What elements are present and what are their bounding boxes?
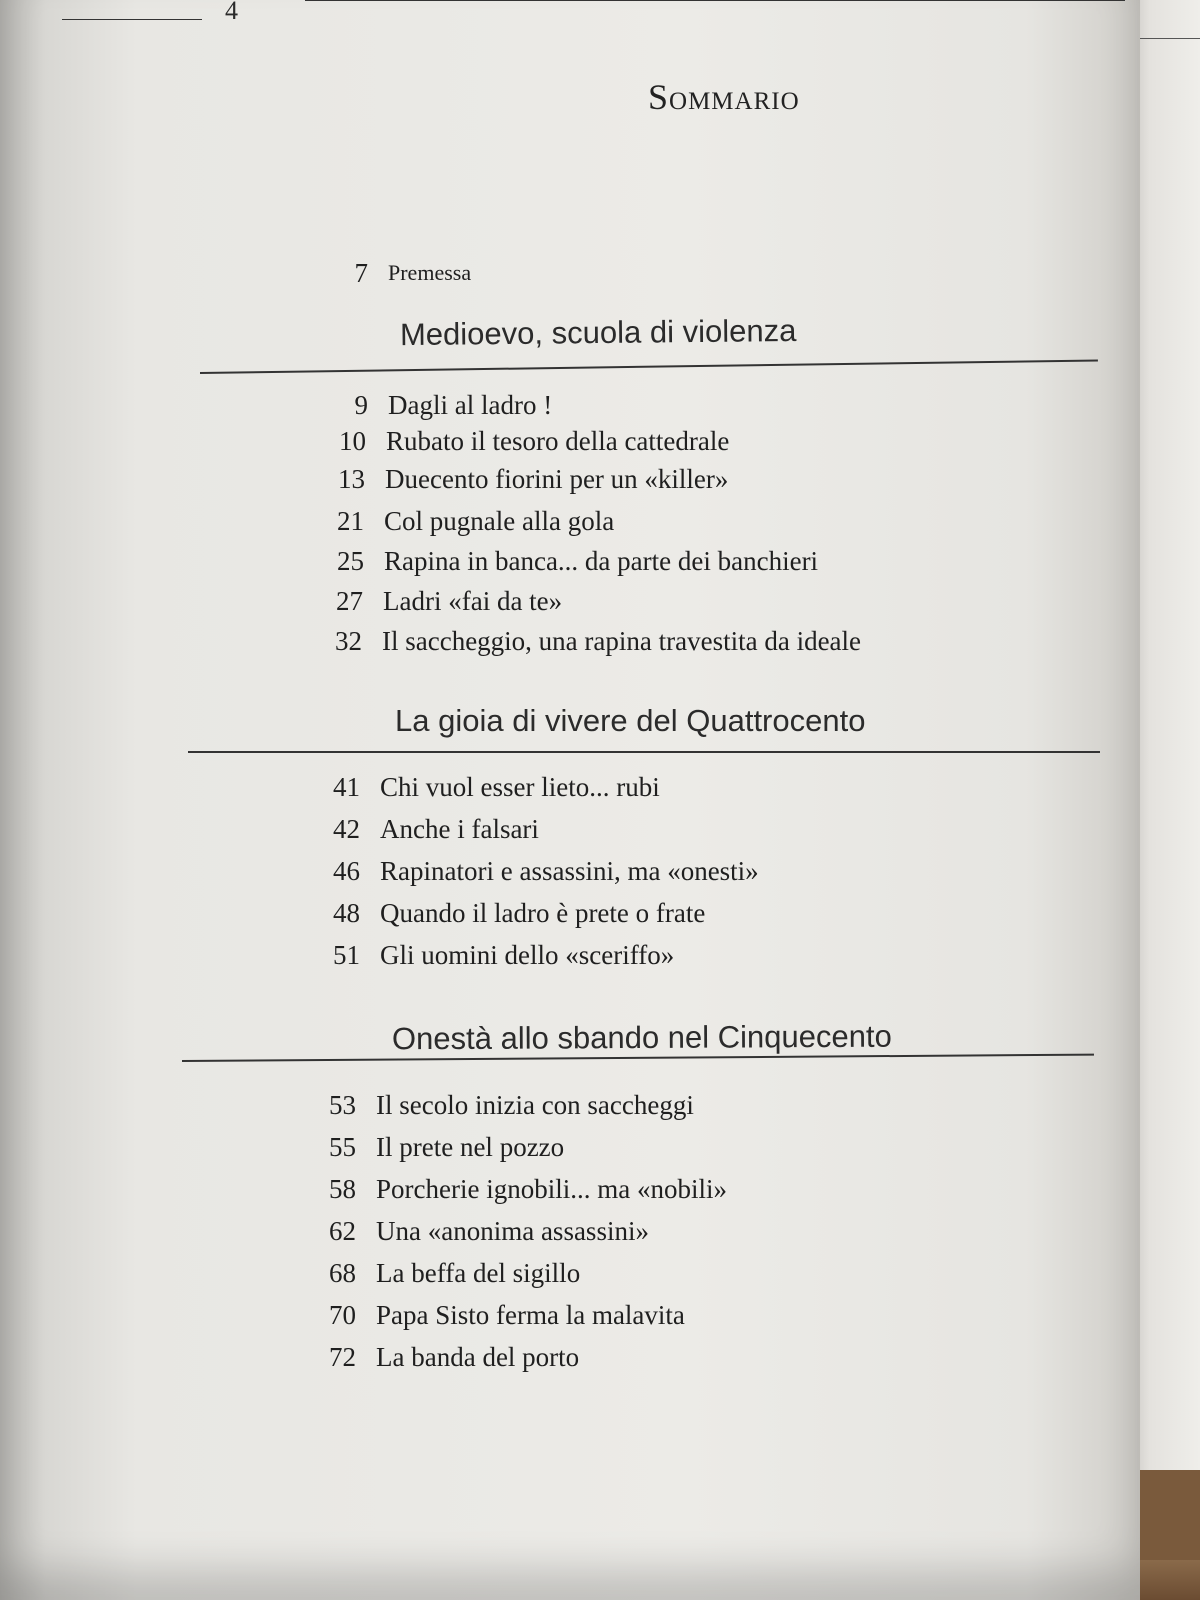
toc-entry-label: Quando il ladro è prete o frate [380, 898, 706, 928]
toc-page-number: 41 [333, 772, 360, 802]
toc-page-number: 48 [333, 898, 360, 928]
toc-entry-label: Rapinatori e assassini, ma «onesti» [380, 856, 759, 886]
toc-entry-label: Porcherie ignobili... ma «nobili» [376, 1174, 727, 1204]
header-rule [1140, 38, 1200, 39]
section-title: La gioia di vivere del Quattrocento [395, 703, 866, 738]
toc-page-number: 46 [333, 856, 360, 886]
toc-entry-label: Il saccheggio, una rapina travestita da ideale [382, 626, 862, 656]
toc-page-number: 58 [329, 1174, 356, 1204]
toc-page-number: 70 [329, 1300, 356, 1330]
toc-entry-label: La beffa del sigillo [376, 1258, 581, 1288]
toc-entry-label: Una «anonima assassini» [376, 1216, 649, 1246]
page-number: 4 [225, 0, 238, 25]
toc-page-number: 27 [336, 586, 363, 616]
toc-page-number: 72 [329, 1342, 356, 1372]
section-title: Medioevo, scuola di violenza [399, 312, 797, 353]
toc-entry-label: Col pugnale alla gola [384, 506, 615, 536]
toc-page-number: 32 [335, 626, 362, 656]
toc-entry-label: Anche i falsari [380, 814, 539, 844]
toc-page-number: 10 [339, 426, 366, 456]
header-rule [305, 0, 1125, 1]
toc-entry-label: Il prete nel pozzo [376, 1132, 565, 1162]
toc-entry-label: Rubato il tesoro della cattedrale [386, 426, 730, 456]
toc-entry-label: Ladri «fai da te» [383, 586, 563, 616]
toc-entry-label: Rapina in banca... da parte dei banchieri [384, 546, 819, 576]
toc-entry-label: La banda del porto [376, 1342, 580, 1372]
toc-entry-label: Il secolo inizia con saccheggi [376, 1090, 694, 1120]
toc-entry-label: Papa Sisto ferma la malavita [376, 1300, 685, 1330]
toc-page-number: 68 [329, 1258, 356, 1288]
toc-entry-label: Premessa [388, 260, 472, 285]
toc-page-number: 42 [333, 814, 360, 844]
toc-page-number: 53 [329, 1090, 356, 1120]
section-rule [200, 359, 1098, 373]
toc-entry-label: Chi vuol esser lieto... rubi [380, 772, 660, 802]
header-rule [62, 19, 202, 20]
toc-page-number: 9 [354, 390, 368, 420]
toc-entry-label: Duecento fiorini per un «killer» [385, 464, 729, 494]
toc-page-number: 62 [329, 1216, 356, 1246]
page-title: Sommario [648, 77, 800, 117]
toc-entry-label: Gli uomini dello «sceriffo» [380, 940, 675, 970]
toc-entry-label: Dagli al ladro ! [388, 390, 553, 420]
toc-page-number: 7 [354, 258, 368, 288]
section-rule [188, 751, 1100, 753]
toc-page-number: 21 [337, 506, 364, 536]
toc-page-number: 51 [333, 940, 360, 970]
section-title: Onestà allo sbando nel Cinquecento [391, 1018, 892, 1057]
toc-page-number: 55 [329, 1132, 356, 1162]
toc-page-number: 25 [337, 546, 364, 576]
toc-page-number: 13 [338, 464, 365, 494]
